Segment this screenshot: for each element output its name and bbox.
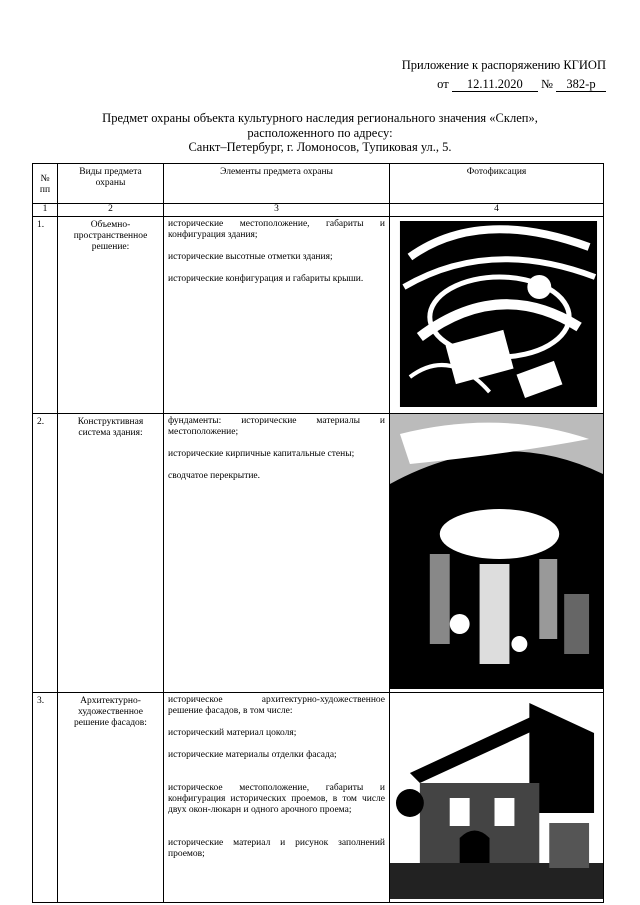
row-type: Архитектурно-художественное решение фасадов: [58,693,164,903]
protection-subject-table [32,163,604,903]
row-elements [164,414,390,693]
title-line-1: Предмет охраны объекта культурного наследия регионального значения «Склеп», [102,111,538,125]
facade-photo-icon [390,693,603,899]
element-item: исторические конфигурация и габариты крыши. [168,274,364,284]
element-item: исторический материал цоколя; [168,728,297,738]
order-reference [437,77,606,92]
element-item: исторические кирпичные капитальные стены; [168,449,355,459]
table-row [33,217,604,414]
row-elements [164,693,390,903]
table-index-row [33,204,604,217]
index-cell: 3 [164,204,390,217]
row-num: 1. [33,217,58,414]
order-number: 382-р [556,78,606,92]
table-row [33,693,604,903]
row-photo [390,414,604,693]
element-item: сводчатое перекрытие. [168,471,261,481]
header-photo: Фотофиксация [390,164,604,204]
row-photo [390,217,604,414]
row-num: 3. [33,693,58,903]
header-num: № пп [33,164,58,204]
table-row [33,414,604,693]
element-item: фундаменты: исторические материалы и местоположение; [168,416,385,437]
appendix-header [402,58,606,72]
site-plan-photo-icon [390,217,603,410]
order-date: 12.11.2020 [452,78,538,92]
title-line-2: расположенного по адресу: [247,125,393,140]
element-item: исторические высотные отметки здания; [168,252,333,262]
row-num: 2. [33,414,58,693]
element-item: историческое местоположение, габариты и конфигурация исторических проемов, в том числе двух окон-люкарн и одного арочного проема; [168,783,385,815]
row-photo [390,693,604,903]
index-cell: 4 [390,204,604,217]
row-type: Конструктивная система здания: [58,414,164,693]
element-item: исторические материалы отделки фасада; [168,750,337,760]
appendix-title: Приложение к распоряжению КГИОП [401,58,606,72]
element-item: исторические местоположение, габариты и конфигурация здания; [168,219,385,240]
number-label: № [540,77,553,91]
element-item: исторические материал и рисунок заполнений проемов; [168,838,385,859]
element-item: историческое архитектурно-художественное решение фасадов, в том числе: [168,695,385,716]
vault-interior-photo-icon [390,414,603,689]
index-cell: 2 [58,204,164,217]
row-elements [164,217,390,414]
title-line-3: Санкт–Петербург, г. Ломоносов, Тупиковая ул., 5. [188,140,452,154]
row-type: Объемно-пространственное решение: [58,217,164,414]
index-cell: 1 [33,204,58,217]
document-title [70,111,570,155]
header-elements: Элементы предмета охраны [164,164,390,204]
table-header-row [33,164,604,204]
from-label: от [437,77,449,91]
header-types: Виды предмета охраны [58,164,164,204]
